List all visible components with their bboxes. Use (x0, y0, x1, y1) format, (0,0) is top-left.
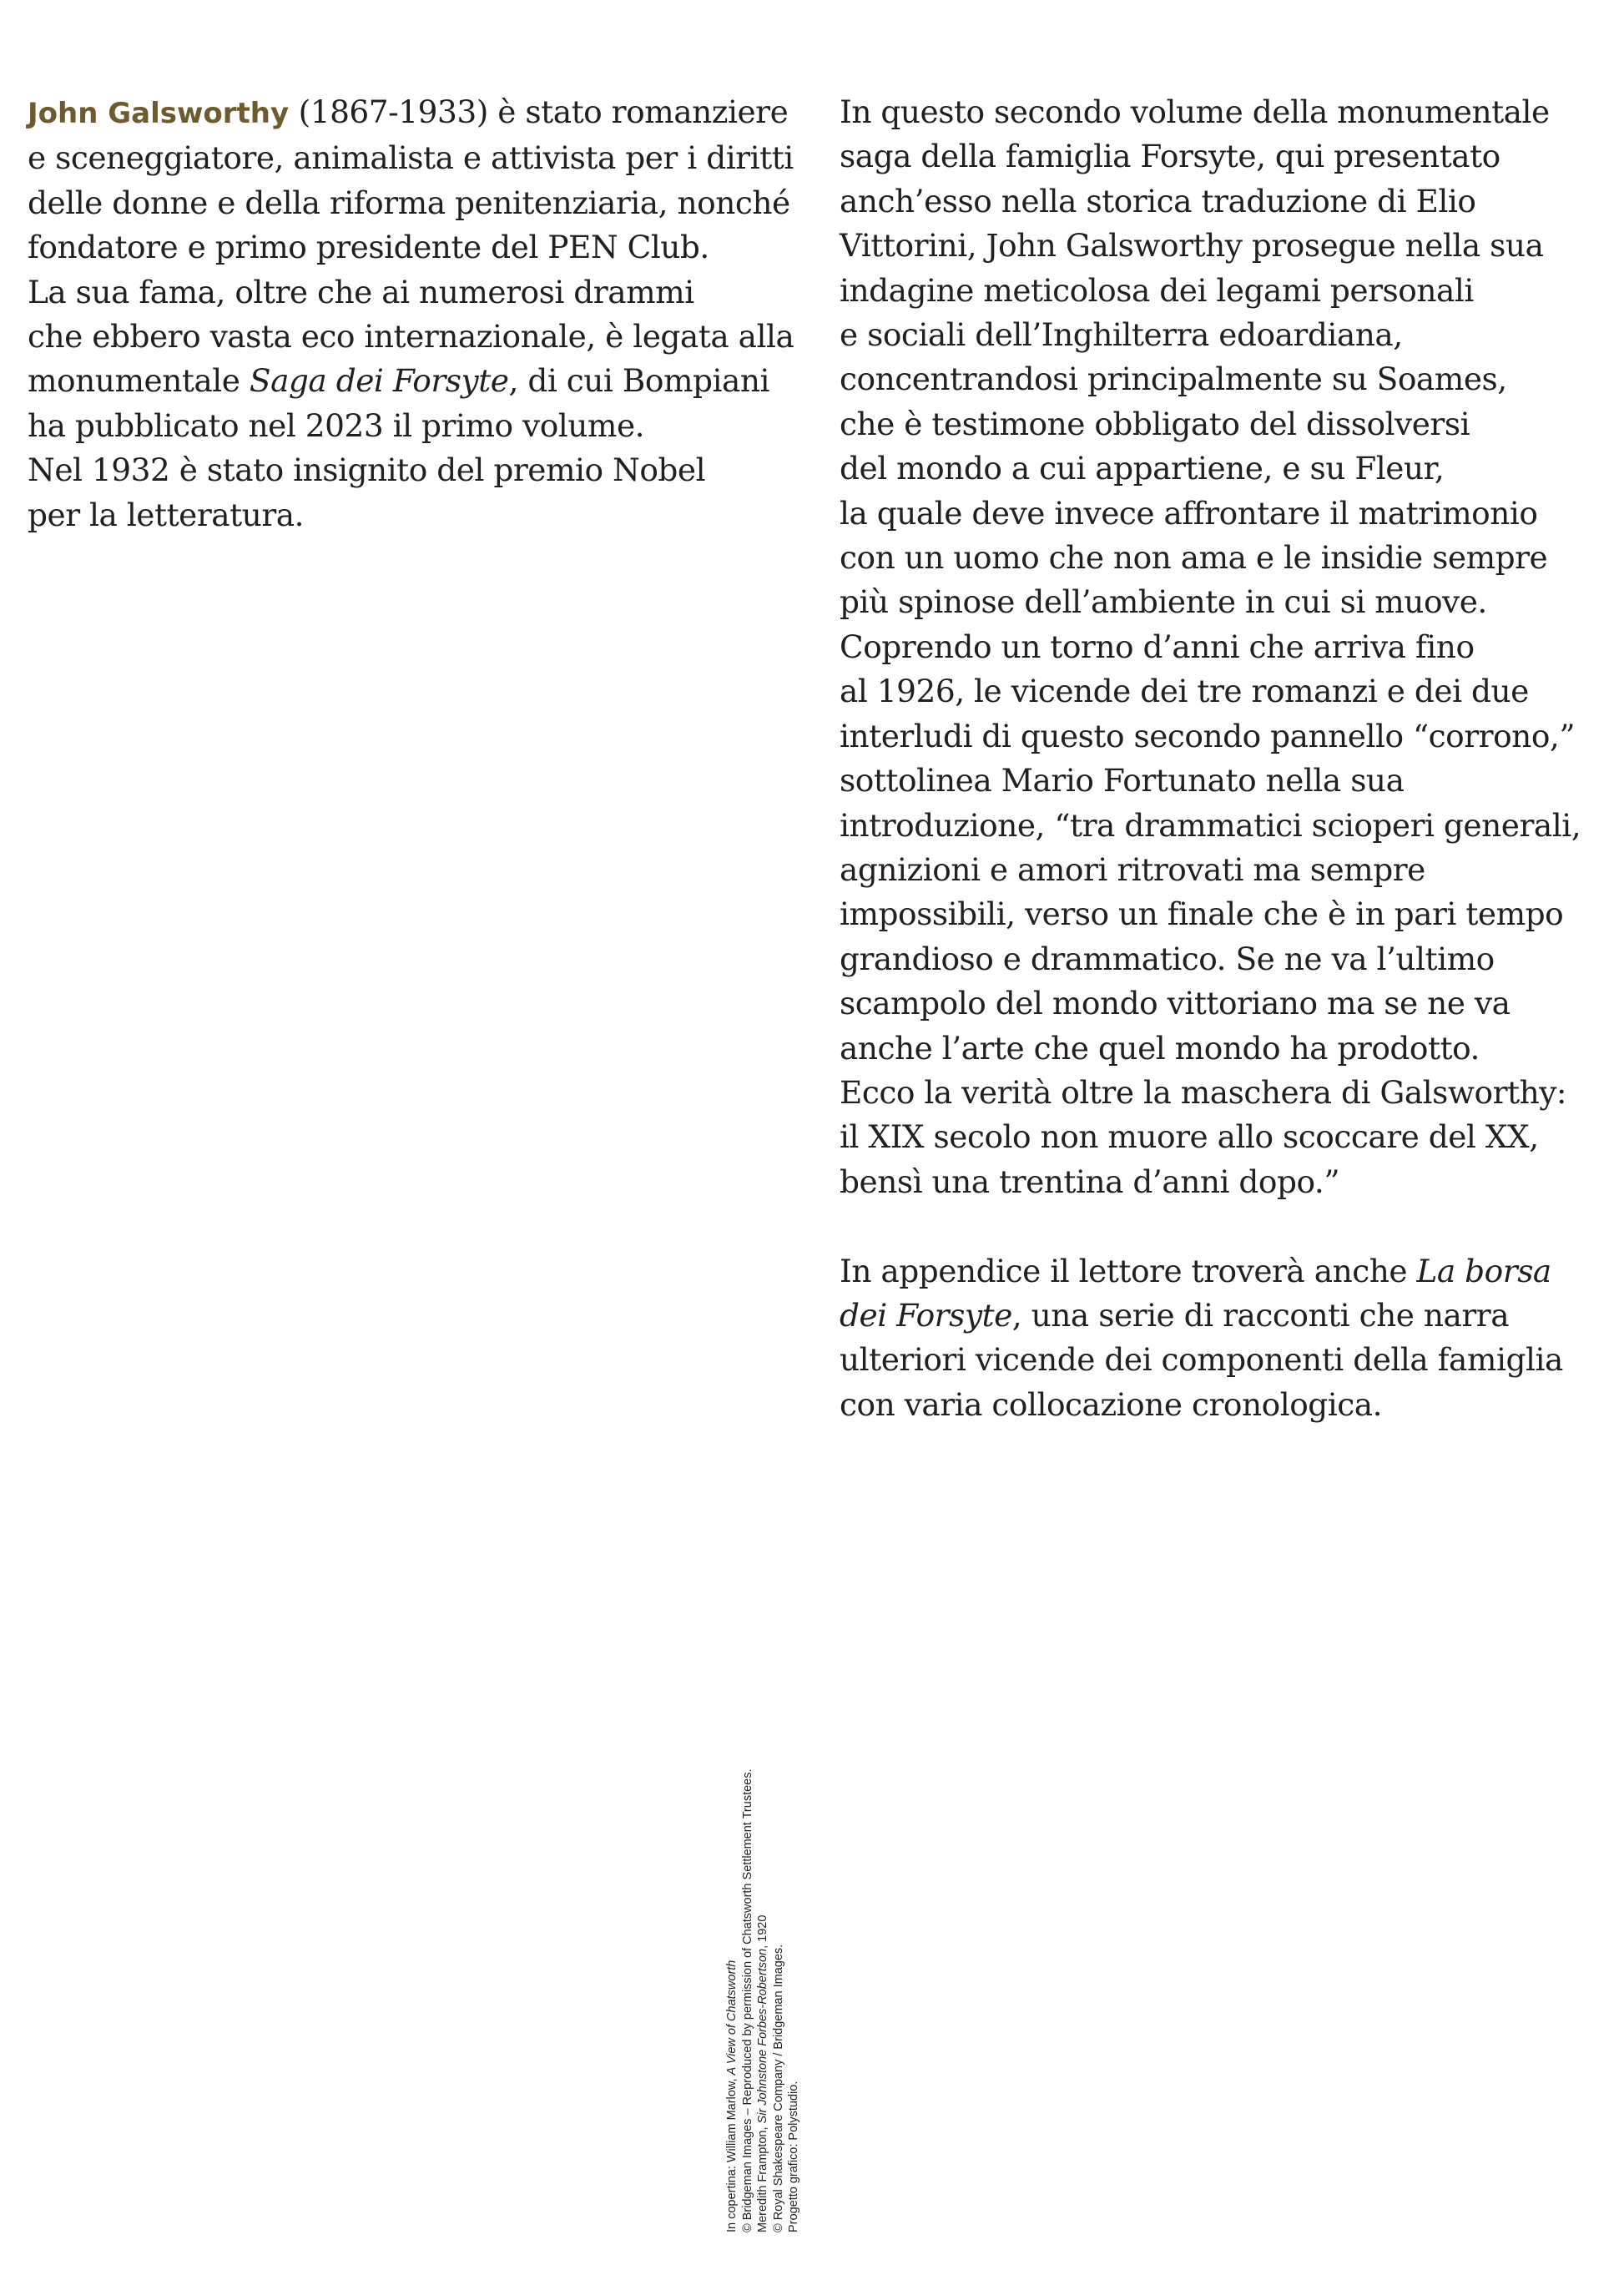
blurb-line: indagine meticolosa dei legami personali (840, 271, 1474, 309)
book-blurb (840, 90, 1607, 1427)
bio-line: monumentale Saga dei Forsyte, di cui Bompiani (28, 362, 770, 400)
blurb-line: grandioso e drammatico. Se ne va l’ultimo (840, 940, 1495, 977)
blurb-line: del mondo a cui appartiene, e su Fleur, (840, 450, 1445, 487)
blurb-line: che è testimone obbligato del dissolversi (840, 405, 1470, 442)
blurb-line: bensì una trentina d’anni dopo.” (840, 1163, 1340, 1200)
blurb-line: Coprendo un torno d’anni che arriva fino (840, 628, 1475, 665)
appendix-line: con varia collocazione cronologica. (840, 1385, 1383, 1423)
blurb-line: Ecco la verità oltre la maschera di Galsworthy: (840, 1073, 1567, 1111)
appendix-line: dei Forsyte, una serie di racconti che narra (840, 1296, 1510, 1334)
bio-line: ha pubblicato nel 2023 il primo volume. (28, 406, 645, 444)
bio-line: e sceneggiatore, animalista e attivista per i diritti (28, 139, 794, 177)
appendix-line: In appendice il lettore troverà anche La borsa (840, 1252, 1551, 1289)
credit-line: © Royal Shakespeare Company / Bridgeman Images. (771, 1944, 785, 2232)
blurb-line: al 1926, le vicende dei tre romanzi e dei due (840, 673, 1529, 710)
blurb-line: introduzione, “tra drammatici scioperi generali, (840, 806, 1581, 844)
blurb-line: interludi di questo secondo pannello “corrono,” (840, 717, 1575, 754)
blurb-line: In questo secondo volume della monumentale (840, 93, 1550, 130)
bio-line: che ebbero vasta eco internazionale, è legata alla (28, 318, 794, 356)
bio-line: Nel 1932 è stato insignito del premio Nobel (28, 451, 706, 489)
saga-title: Saga dei Forsyte (249, 362, 509, 400)
appendix-title: dei Forsyte (840, 1296, 1012, 1334)
blurb-line: più spinose dell’ambiente in cui si muove. (840, 583, 1487, 621)
blurb-line: il XIX secolo non muore allo scoccare del XX, (840, 1118, 1539, 1156)
blurb-line: anch’esso nella storica traduzione di Elio (840, 182, 1476, 219)
blurb-line: con un uomo che non ama e le insidie sempre (840, 539, 1548, 577)
blurb-line: e sociali dell’Inghilterra edoardiana, (840, 316, 1403, 354)
blurb-line: concentrandosi principalmente su Soames, (840, 361, 1507, 398)
bio-line: delle donne e della riforma penitenziaria, nonché (28, 184, 790, 221)
credit-line: Meredith Frampton, Sir Johnstone Forbes-Robertson, 1920 (756, 1914, 770, 2232)
blurb-line: la quale deve invece affrontare il matrimonio (840, 494, 1538, 532)
blurb-line: impossibili, verso un finale che è in pari tempo (840, 895, 1564, 933)
bio-line: John Galsworthy (1867-1933) è stato romanziere (28, 93, 789, 130)
appendix-title: La borsa (1416, 1252, 1551, 1289)
blurb-line: Vittorini, John Galsworthy prosegue nella sua (840, 227, 1544, 265)
blurb-line: sottolinea Mario Fortunato nella sua (840, 762, 1405, 800)
blurb-line: scampolo del mondo vittoriano ma se ne va (840, 985, 1511, 1022)
credit-line: Progetto grafico: Polystudio. (787, 2081, 801, 2232)
appendix-line: ulteriori vicende dei componenti della famiglia (840, 1341, 1563, 1379)
blurb-line: anche l’arte che quel mondo ha prodotto. (840, 1029, 1480, 1067)
author-bio (28, 90, 812, 537)
author-name: John Galsworthy (28, 97, 290, 130)
blurb-line: saga della famiglia Forsyte, qui presentato (840, 138, 1500, 175)
bio-line: per la letteratura. (28, 496, 305, 533)
credit-line: © Bridgeman Images – Reproduced by permission of Chatsworth Settlement Trustees. (740, 1768, 754, 2232)
paragraph-gap (840, 1204, 1607, 1248)
cover-credits (724, 1768, 802, 2232)
bio-line: La sua fama, oltre che ai numerosi drammi (28, 273, 694, 310)
credit-line: In copertina: William Marlow, A View of Chatsworth (725, 1960, 739, 2232)
blurb-line: agnizioni e amori ritrovati ma sempre (840, 850, 1425, 888)
bio-line: fondatore e primo presidente del PEN Club. (28, 229, 709, 266)
